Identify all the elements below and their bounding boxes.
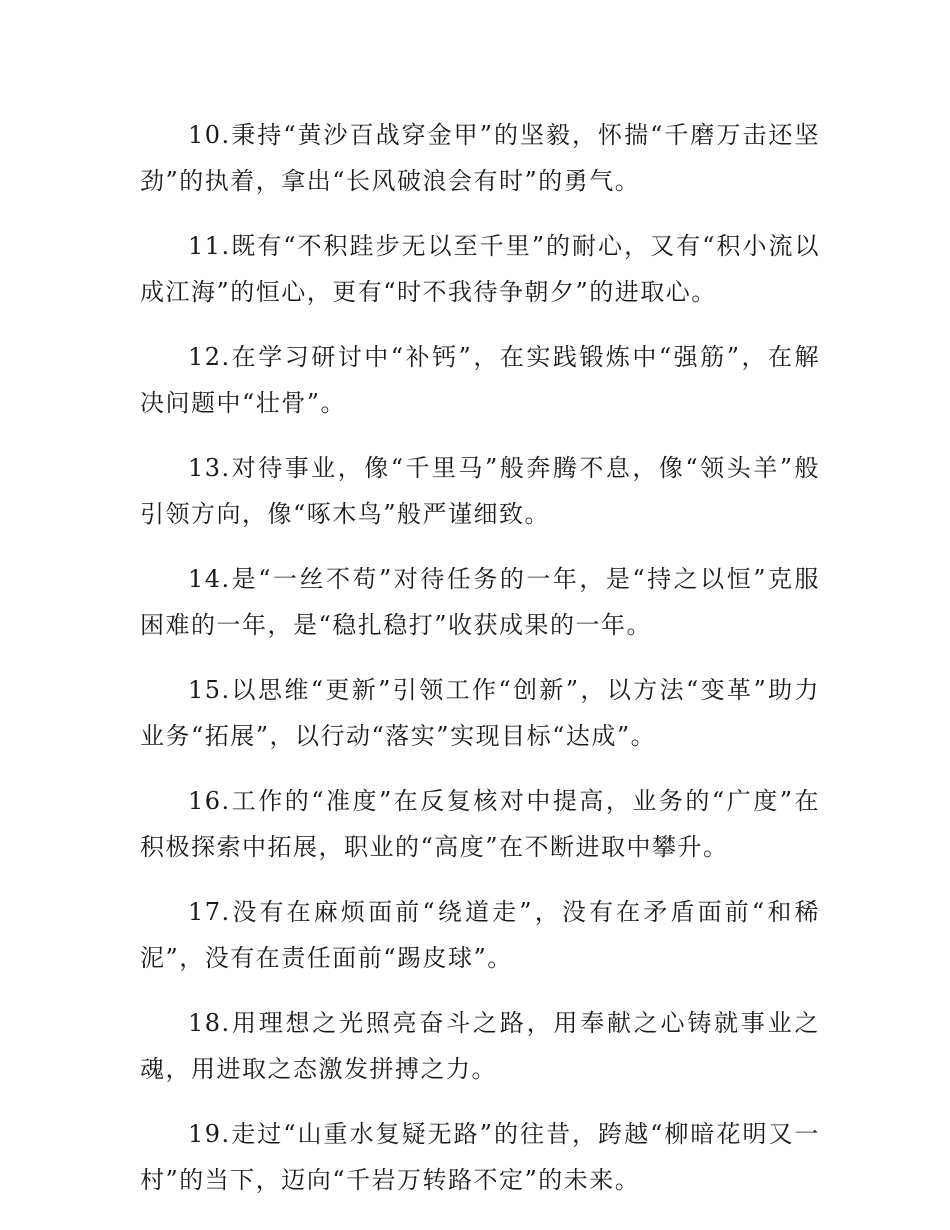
paragraph-19: 19.走过“山重水复疑无路”的往昔，跨越“柳暗花明又一村”的当下，迈向“千岩万转路不定”的未来。 [140,1120,820,1194]
paragraph-10: 10.秉持“黄沙百战穿金甲”的坚毅，怀揣“千磨万击还坚劲”的执着，拿出“长风破浪会有时”的勇气。 [140,121,820,195]
paragraph-12: 12.在学习研讨中“补钙”，在实践锻炼中“强筋”，在解决问题中“壮骨”。 [140,343,820,417]
paragraph-14: 14.是“一丝不苟”对待任务的一年，是“持之以恒”克服困难的一年，是“稳扎稳打”收获成果的一年。 [140,565,820,639]
paragraph-15: 15.以思维“更新”引领工作“创新”，以方法“变革”助力业务“拓展”，以行动“落实”实现目标“达成”。 [140,676,820,750]
document-body [140,112,820,1222]
paragraph-13: 13.对待事业，像“千里马”般奔腾不息，像“领头羊”般引领方向，像“啄木鸟”般严谨细致。 [140,454,820,528]
paragraph-11: 11.既有“不积跬步无以至千里”的耐心，又有“积小流以成江海”的恒心，更有“时不我待争朝夕”的进取心。 [140,232,820,306]
paragraph-17: 17.没有在麻烦面前“绕道走”，没有在矛盾面前“和稀泥”，没有在责任面前“踢皮球”。 [140,898,820,972]
paragraph-18: 18.用理想之光照亮奋斗之路，用奉献之心铸就事业之魂，用进取之态激发拼搏之力。 [140,1009,820,1083]
paragraph-16: 16.工作的“准度”在反复核对中提高，业务的“广度”在积极探索中拓展，职业的“高度”在不断进取中攀升。 [140,787,820,861]
